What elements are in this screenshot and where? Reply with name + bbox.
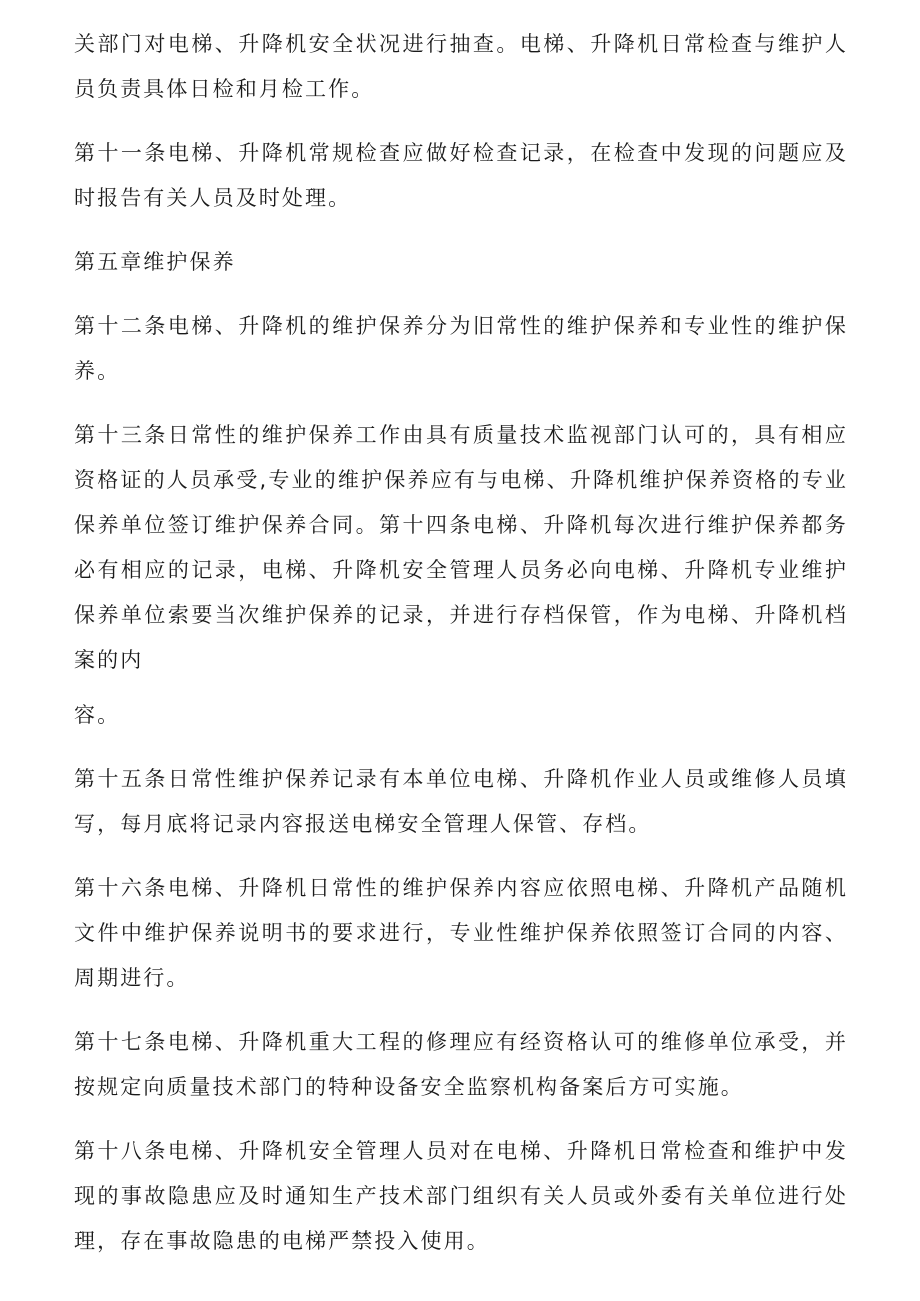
paragraph-article-13-14: 第十三条日常性的维护保养工作由具有质量技术监视部门认可的，具有相应资格证的人员承受,专业的维护保养应有与电梯、升降机维护保养资格的专业保养单位签订维护保养合同。第十四条电梯、升降机每次进行维护保养都务必有相应的记录，电梯、升降机安全管理人员务必向电梯、升降机专业维护保养单位索要当次维护保养的记录，并进行存档保管，作为电梯、升降机档案的内 [74,423,848,672]
paragraph-continuation: 容。 [74,703,121,727]
paragraph-article-11: 第十一条电梯、升降机常规检查应做好检查记录，在检查中发现的问题应及时报告有关人员及时处理。 [74,141,848,210]
paragraph-article-15: 第十五条日常性维护保养记录有本单位电梯、升降机作业人员或维修人员填写，每月底将记录内容报送电梯安全管理人保管、存档。 [74,767,848,836]
paragraph-article-17: 第十七条电梯、升降机重大工程的修理应有经资格认可的维修单位承受，并按规定向质量技术部门的特种设备安全监察机构备案后方可实施。 [74,1030,848,1099]
chapter-heading-5: 第五章维护保养 [74,250,236,274]
paragraph-article-18: 第十八条电梯、升降机安全管理人员对在电梯、升降机日常检查和维护中发现的事故隐患应及时通知生产技术部门组织有关人员或外委有关单位进行处理，存在事故隐患的电梯严禁投入使用。 [74,1139,848,1253]
paragraph-article-12: 第十二条电梯、升降机的维护保养分为旧常性的维护保养和专业性的维护保养。 [74,314,848,383]
paragraph-article-16: 第十六条电梯、升降机日常性的维护保养内容应依照电梯、升降机产品随机文件中维护保养说明书的要求进行，专业性维护保养依照签订合同的内容、周期进行。 [74,876,848,990]
paragraph-inspection-duties: 关部门对电梯、升降机安全状况进行抽查。电梯、升降机日常检查与维护人员负责具体日检和月检工作。 [74,32,848,101]
